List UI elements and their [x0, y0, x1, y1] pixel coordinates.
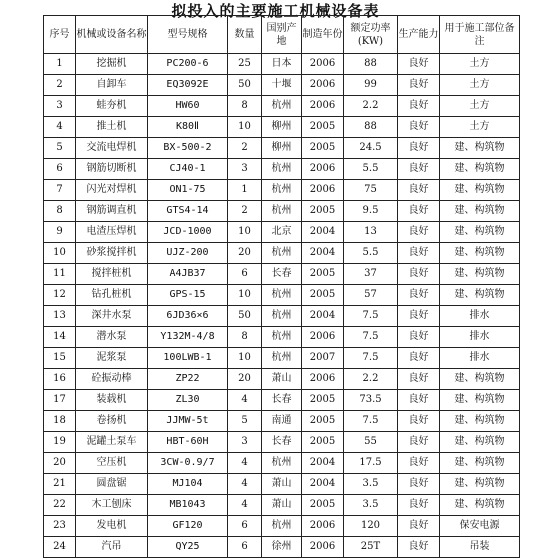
cell-year: 2005	[302, 201, 344, 222]
cell-condition: 良好	[398, 432, 440, 453]
cell-model: MB1043	[148, 495, 228, 516]
cell-model: JJMW-5t	[148, 411, 228, 432]
cell-condition: 良好	[398, 306, 440, 327]
cell-usage: 土方	[440, 117, 520, 138]
cell-qty: 4	[228, 390, 262, 411]
cell-origin: 杭州	[262, 285, 302, 306]
table-row	[44, 117, 520, 138]
cell-usage: 建、构筑物	[440, 201, 520, 222]
cell-year: 2006	[302, 180, 344, 201]
cell-no: 7	[44, 180, 76, 201]
cell-power: 13	[344, 222, 398, 243]
cell-name: 砂浆搅拌机	[76, 243, 148, 264]
cell-condition: 良好	[398, 411, 440, 432]
cell-qty: 10	[228, 285, 262, 306]
cell-qty: 6	[228, 516, 262, 537]
table-row	[44, 159, 520, 180]
cell-qty: 4	[228, 453, 262, 474]
cell-usage: 建、构筑物	[440, 264, 520, 285]
cell-origin: 南通	[262, 411, 302, 432]
cell-model: ON1-75	[148, 180, 228, 201]
cell-year: 2005	[302, 411, 344, 432]
cell-usage: 建、构筑物	[440, 222, 520, 243]
cell-no: 10	[44, 243, 76, 264]
cell-origin: 杭州	[262, 306, 302, 327]
cell-qty: 10	[228, 117, 262, 138]
cell-usage: 建、构筑物	[440, 159, 520, 180]
cell-name: 电渣压焊机	[76, 222, 148, 243]
cell-name: 木工刨床	[76, 495, 148, 516]
cell-no: 15	[44, 348, 76, 369]
cell-qty: 5	[228, 411, 262, 432]
cell-name: 汽吊	[76, 537, 148, 558]
table-row	[44, 285, 520, 306]
cell-qty: 50	[228, 306, 262, 327]
cell-qty: 8	[228, 327, 262, 348]
cell-usage: 建、构筑物	[440, 369, 520, 390]
cell-no: 5	[44, 138, 76, 159]
cell-origin: 杭州	[262, 453, 302, 474]
cell-no: 21	[44, 474, 76, 495]
cell-model: JCD-1000	[148, 222, 228, 243]
cell-no: 17	[44, 390, 76, 411]
table-row	[44, 537, 520, 558]
cell-condition: 良好	[398, 495, 440, 516]
cell-origin: 萧山	[262, 369, 302, 390]
cell-origin: 长春	[262, 390, 302, 411]
cell-power: 2.2	[344, 369, 398, 390]
cell-power: 25T	[344, 537, 398, 558]
cell-condition: 良好	[398, 516, 440, 537]
cell-qty: 20	[228, 369, 262, 390]
cell-no: 3	[44, 96, 76, 117]
header-qty: 数量	[228, 16, 262, 54]
cell-usage: 吊装	[440, 537, 520, 558]
cell-usage: 建、构筑物	[440, 180, 520, 201]
table-row	[44, 432, 520, 453]
cell-name: 挖掘机	[76, 54, 148, 75]
cell-power: 24.5	[344, 138, 398, 159]
cell-name: 深井水泵	[76, 306, 148, 327]
cell-name: 卷扬机	[76, 411, 148, 432]
cell-model: MJ104	[148, 474, 228, 495]
cell-condition: 良好	[398, 222, 440, 243]
cell-power: 5.5	[344, 159, 398, 180]
cell-origin: 杭州	[262, 516, 302, 537]
cell-qty: 25	[228, 54, 262, 75]
cell-condition: 良好	[398, 159, 440, 180]
header-year: 制造年份	[302, 16, 344, 54]
cell-power: 99	[344, 75, 398, 96]
cell-no: 22	[44, 495, 76, 516]
table-row	[44, 222, 520, 243]
cell-power: 7.5	[344, 348, 398, 369]
table-row	[44, 54, 520, 75]
cell-name: 钢筋切断机	[76, 159, 148, 180]
cell-qty: 2	[228, 138, 262, 159]
table-header-row	[44, 16, 520, 54]
cell-condition: 良好	[398, 243, 440, 264]
cell-qty: 20	[228, 243, 262, 264]
cell-year: 2006	[302, 54, 344, 75]
table-row	[44, 264, 520, 285]
cell-name: 推土机	[76, 117, 148, 138]
cell-model: ZP22	[148, 369, 228, 390]
cell-model: GPS-15	[148, 285, 228, 306]
cell-usage: 土方	[440, 96, 520, 117]
cell-qty: 8	[228, 96, 262, 117]
cell-year: 2007	[302, 348, 344, 369]
cell-power: 9.5	[344, 201, 398, 222]
cell-origin: 杭州	[262, 201, 302, 222]
cell-origin: 日本	[262, 54, 302, 75]
cell-origin: 萧山	[262, 495, 302, 516]
cell-power: 7.5	[344, 306, 398, 327]
cell-usage: 建、构筑物	[440, 243, 520, 264]
cell-no: 14	[44, 327, 76, 348]
cell-power: 120	[344, 516, 398, 537]
cell-condition: 良好	[398, 54, 440, 75]
cell-usage: 建、构筑物	[440, 411, 520, 432]
cell-power: 3.5	[344, 474, 398, 495]
cell-condition: 良好	[398, 369, 440, 390]
cell-name: 钻孔桩机	[76, 285, 148, 306]
cell-condition: 良好	[398, 138, 440, 159]
cell-model: QY25	[148, 537, 228, 558]
cell-year: 2004	[302, 222, 344, 243]
cell-origin: 萧山	[262, 474, 302, 495]
cell-name: 泥浆泵	[76, 348, 148, 369]
cell-power: 5.5	[344, 243, 398, 264]
cell-year: 2004	[302, 453, 344, 474]
table-row	[44, 96, 520, 117]
cell-no: 24	[44, 537, 76, 558]
cell-power: 55	[344, 432, 398, 453]
cell-usage: 建、构筑物	[440, 495, 520, 516]
cell-model: A4JB37	[148, 264, 228, 285]
cell-model: 100LWB-1	[148, 348, 228, 369]
cell-origin: 杭州	[262, 96, 302, 117]
table-row	[44, 453, 520, 474]
cell-no: 20	[44, 453, 76, 474]
cell-year: 2005	[302, 138, 344, 159]
cell-no: 6	[44, 159, 76, 180]
cell-usage: 土方	[440, 54, 520, 75]
cell-condition: 良好	[398, 474, 440, 495]
cell-no: 1	[44, 54, 76, 75]
cell-no: 13	[44, 306, 76, 327]
table-row	[44, 75, 520, 96]
cell-usage: 保安电源	[440, 516, 520, 537]
cell-origin: 杭州	[262, 243, 302, 264]
cell-year: 2005	[302, 264, 344, 285]
cell-qty: 1	[228, 180, 262, 201]
cell-no: 19	[44, 432, 76, 453]
cell-model: UJZ-200	[148, 243, 228, 264]
cell-qty: 6	[228, 264, 262, 285]
cell-year: 2005	[302, 117, 344, 138]
header-condition: 生产能力	[398, 16, 440, 54]
cell-condition: 良好	[398, 96, 440, 117]
cell-name: 交流电焊机	[76, 138, 148, 159]
cell-no: 16	[44, 369, 76, 390]
cell-no: 9	[44, 222, 76, 243]
cell-power: 7.5	[344, 411, 398, 432]
cell-qty: 10	[228, 348, 262, 369]
cell-year: 2004	[302, 306, 344, 327]
cell-condition: 良好	[398, 264, 440, 285]
cell-origin: 柳州	[262, 117, 302, 138]
cell-year: 2006	[302, 159, 344, 180]
page-title: 拟投入的主要施工机械设备表	[171, 2, 380, 20]
cell-usage: 排水	[440, 348, 520, 369]
cell-name: 搅拌桩机	[76, 264, 148, 285]
cell-no: 11	[44, 264, 76, 285]
cell-condition: 良好	[398, 327, 440, 348]
cell-model: ZL30	[148, 390, 228, 411]
cell-name: 潜水泵	[76, 327, 148, 348]
cell-condition: 良好	[398, 180, 440, 201]
table-row	[44, 138, 520, 159]
cell-power: 73.5	[344, 390, 398, 411]
cell-name: 砼振动棒	[76, 369, 148, 390]
table-body	[44, 54, 520, 558]
cell-usage: 建、构筑物	[440, 432, 520, 453]
cell-model: BX-500-2	[148, 138, 228, 159]
cell-name: 闪光对焊机	[76, 180, 148, 201]
cell-model: CJ40-1	[148, 159, 228, 180]
cell-qty: 6	[228, 537, 262, 558]
cell-origin: 长春	[262, 432, 302, 453]
cell-qty: 50	[228, 75, 262, 96]
cell-name: 圆盘锯	[76, 474, 148, 495]
cell-usage: 排水	[440, 306, 520, 327]
table-row	[44, 411, 520, 432]
cell-origin: 杭州	[262, 159, 302, 180]
cell-no: 4	[44, 117, 76, 138]
cell-qty: 4	[228, 495, 262, 516]
cell-usage: 建、构筑物	[440, 390, 520, 411]
cell-year: 2006	[302, 96, 344, 117]
cell-model: 6JD36×6	[148, 306, 228, 327]
cell-power: 88	[344, 54, 398, 75]
cell-year: 2005	[302, 495, 344, 516]
table-row	[44, 327, 520, 348]
table-row	[44, 516, 520, 537]
header-origin: 国别产地	[262, 16, 302, 54]
table-row	[44, 243, 520, 264]
cell-origin: 徐州	[262, 537, 302, 558]
cell-year: 2006	[302, 369, 344, 390]
cell-year: 2005	[302, 432, 344, 453]
cell-qty: 10	[228, 222, 262, 243]
cell-power: 2.2	[344, 96, 398, 117]
cell-condition: 良好	[398, 75, 440, 96]
cell-no: 23	[44, 516, 76, 537]
cell-model: GTS4-14	[148, 201, 228, 222]
cell-year: 2006	[302, 537, 344, 558]
cell-condition: 良好	[398, 348, 440, 369]
header-no: 序号	[44, 16, 76, 54]
cell-usage: 土方	[440, 75, 520, 96]
table-row	[44, 474, 520, 495]
cell-power: 75	[344, 180, 398, 201]
cell-condition: 良好	[398, 201, 440, 222]
cell-model: 3CW-0.9/7	[148, 453, 228, 474]
cell-model: Y132M-4/8	[148, 327, 228, 348]
cell-usage: 建、构筑物	[440, 474, 520, 495]
cell-usage: 建、构筑物	[440, 138, 520, 159]
cell-power: 37	[344, 264, 398, 285]
cell-usage: 排水	[440, 327, 520, 348]
cell-no: 8	[44, 201, 76, 222]
cell-year: 2004	[302, 243, 344, 264]
cell-power: 17.5	[344, 453, 398, 474]
cell-name: 自卸车	[76, 75, 148, 96]
cell-origin: 杭州	[262, 180, 302, 201]
cell-condition: 良好	[398, 537, 440, 558]
cell-condition: 良好	[398, 117, 440, 138]
cell-model: K80Ⅱ	[148, 117, 228, 138]
cell-condition: 良好	[398, 390, 440, 411]
cell-qty: 3	[228, 432, 262, 453]
cell-usage: 建、构筑物	[440, 453, 520, 474]
cell-power: 7.5	[344, 327, 398, 348]
cell-qty: 4	[228, 474, 262, 495]
table-row	[44, 348, 520, 369]
cell-qty: 2	[228, 201, 262, 222]
cell-name: 装载机	[76, 390, 148, 411]
cell-name: 钢筋调直机	[76, 201, 148, 222]
cell-model: HW60	[148, 96, 228, 117]
table-row	[44, 495, 520, 516]
header-power: 额定功率(KW)	[344, 16, 398, 54]
cell-model: EQ3092E	[148, 75, 228, 96]
cell-power: 57	[344, 285, 398, 306]
cell-model: GF120	[148, 516, 228, 537]
cell-year: 2004	[302, 474, 344, 495]
cell-year: 2005	[302, 390, 344, 411]
table-row	[44, 390, 520, 411]
cell-year: 2006	[302, 327, 344, 348]
cell-model: HBT-60H	[148, 432, 228, 453]
cell-power: 88	[344, 117, 398, 138]
cell-name: 空压机	[76, 453, 148, 474]
cell-no: 18	[44, 411, 76, 432]
cell-condition: 良好	[398, 453, 440, 474]
cell-origin: 杭州	[262, 348, 302, 369]
cell-condition: 良好	[398, 285, 440, 306]
cell-year: 2006	[302, 516, 344, 537]
cell-origin: 杭州	[262, 327, 302, 348]
cell-power: 3.5	[344, 495, 398, 516]
cell-origin: 柳州	[262, 138, 302, 159]
cell-no: 2	[44, 75, 76, 96]
table-row	[44, 369, 520, 390]
cell-name: 泥罐土泵车	[76, 432, 148, 453]
cell-origin: 十堰	[262, 75, 302, 96]
cell-name: 发电机	[76, 516, 148, 537]
cell-origin: 长春	[262, 264, 302, 285]
table-row	[44, 180, 520, 201]
cell-name: 蛙夯机	[76, 96, 148, 117]
cell-year: 2006	[302, 75, 344, 96]
cell-model: PC200-6	[148, 54, 228, 75]
cell-origin: 北京	[262, 222, 302, 243]
cell-usage: 建、构筑物	[440, 285, 520, 306]
cell-qty: 3	[228, 159, 262, 180]
equipment-table	[43, 15, 520, 558]
table-row	[44, 201, 520, 222]
header-model: 型号规格	[148, 16, 228, 54]
header-usage: 用于施工部位备注	[440, 16, 520, 54]
header-name: 机械或设备名称	[76, 16, 148, 54]
table-row	[44, 306, 520, 327]
cell-year: 2005	[302, 285, 344, 306]
cell-no: 12	[44, 285, 76, 306]
